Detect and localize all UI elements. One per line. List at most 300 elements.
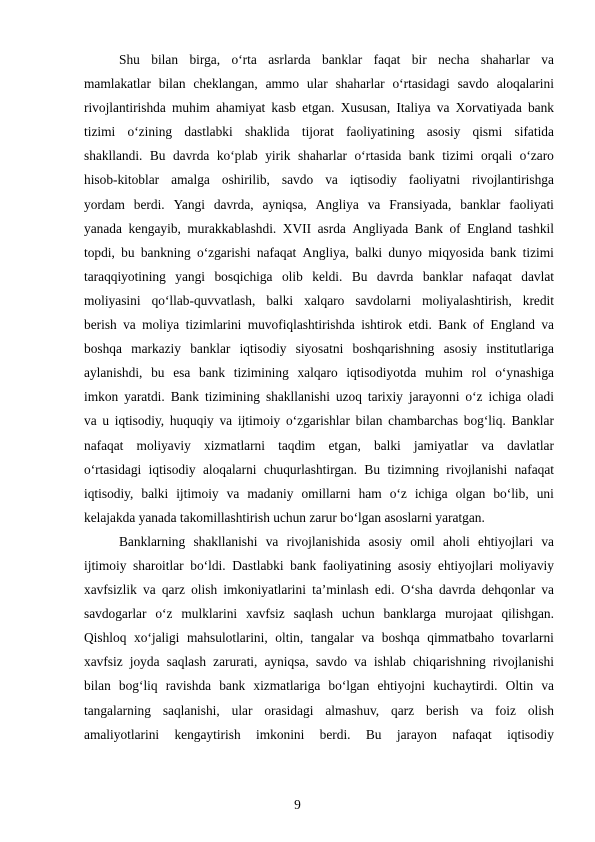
word: bank [408, 148, 435, 164]
word: birga, [189, 52, 221, 67]
text-line [84, 385, 554, 409]
word: ammo [265, 76, 300, 92]
word: murojaat [445, 606, 493, 622]
text-line [84, 434, 554, 458]
word: hisob-kitoblar [84, 172, 160, 188]
word: o‘zaro [519, 148, 554, 164]
word: etgan. [302, 100, 335, 116]
word: orqali [480, 148, 513, 164]
word: davrda [438, 582, 476, 598]
word: kredit [522, 292, 554, 308]
word: dunyo [388, 244, 422, 260]
word: O‘sha [400, 582, 433, 598]
word: asrlarda [268, 52, 311, 67]
word: ular [231, 702, 253, 718]
word: banklar [460, 196, 501, 212]
word: bilan [84, 678, 111, 694]
word: olish [527, 702, 554, 718]
word: siyosatni [295, 341, 344, 357]
word: iqtisodiy [507, 726, 554, 742]
word: tijorat [301, 124, 334, 140]
text-line [84, 602, 554, 626]
text-line [84, 578, 554, 602]
word: tizimi [522, 244, 554, 260]
word: va [265, 533, 279, 549]
text-line [84, 313, 554, 337]
word: of [449, 220, 461, 236]
word: shakllanishi [193, 533, 258, 549]
word: edi. [374, 582, 395, 598]
word: asosiy [426, 124, 461, 140]
text-line: kelajakda yanada takomillashtirish uchun zarur bo‘lgan asoslarni yaratgan. [84, 509, 485, 525]
word: Shu [119, 52, 140, 67]
word: davlat [521, 268, 554, 284]
word: chambarchas [388, 413, 459, 429]
paragraph-1 [84, 48, 554, 530]
text-line [84, 289, 554, 313]
word: bilan [355, 413, 383, 429]
word: tizimlarini [185, 317, 242, 333]
word: Angliya [315, 196, 359, 212]
word: ijtimoiy [237, 413, 281, 429]
word: Bank [170, 389, 199, 405]
word: shaklida [244, 124, 290, 140]
text-line [84, 482, 554, 506]
word: imkoniyatlarini [223, 582, 306, 598]
word: ta’minlash [312, 582, 369, 598]
word: iqtisodiy [349, 172, 397, 188]
word: etgan, [328, 437, 361, 453]
word: davrda, [213, 196, 254, 212]
word: qarz [391, 702, 415, 718]
word: amaliyotlarini [84, 726, 160, 742]
word: qimmatbaho [427, 630, 495, 646]
word: boshqarishning [352, 341, 435, 357]
word: boshqa [381, 630, 420, 646]
text-line [84, 48, 554, 72]
word: berdi. [133, 196, 165, 212]
word: ravishda [165, 678, 212, 694]
word: davlatlar [507, 437, 554, 453]
word: Oltin [505, 678, 534, 694]
word: Angliya, [302, 244, 350, 260]
word: faoliyatining [322, 557, 392, 573]
word: jarayon [396, 726, 437, 742]
text-line [84, 193, 554, 217]
word: savdogarlar [84, 606, 147, 622]
page-number: 9 [294, 797, 301, 812]
word: institutlariga [486, 341, 554, 357]
word: tarixiy [367, 389, 403, 405]
word: iqtisodiy, [84, 485, 134, 501]
word: tizimining [204, 389, 260, 405]
word: of [472, 317, 485, 333]
word: faoliyatni [408, 172, 461, 188]
word: banklar [190, 341, 231, 357]
word: mulklarini [181, 606, 238, 622]
word: nafaqat [514, 461, 554, 477]
word: o‘z [465, 389, 483, 405]
text-line [84, 265, 554, 289]
word: xizmatlariga [253, 678, 321, 694]
word: berish [425, 702, 459, 718]
word: etdi. [408, 317, 432, 333]
word: chiqarishning [412, 654, 486, 670]
word: sharoitlar [133, 557, 184, 573]
word: Bu [351, 268, 368, 284]
word: Banklarning [119, 533, 186, 549]
word: chuqurlashtirgan. [263, 461, 357, 477]
word: moliyalashtirish, [422, 292, 512, 308]
word: xavfsiz [84, 654, 123, 670]
word: Banklar [511, 413, 554, 429]
word: qo‘llab-quvvatlash, [151, 292, 256, 308]
word: iqtisodiy [148, 461, 196, 477]
word: qilishgan. [501, 606, 554, 622]
word: amalga [171, 172, 210, 188]
text-line [84, 723, 554, 747]
word: shakllanishi [265, 389, 330, 405]
word: va [354, 654, 367, 670]
word: tizimi [84, 124, 116, 140]
word: faoliyati [509, 196, 554, 212]
text-line [84, 626, 554, 650]
word: xalqaro [304, 292, 345, 308]
word: huquqiy [169, 413, 214, 429]
word: Bank [414, 220, 443, 236]
word: va [541, 52, 554, 67]
word: topdi, [84, 244, 115, 260]
word: dastlabki [184, 124, 233, 140]
word: ichiga [488, 389, 522, 405]
word: rivojlantirishda [84, 100, 166, 116]
word: shaharlar [480, 52, 530, 67]
word: miqyosida [428, 244, 484, 260]
word: moliyasini [84, 292, 141, 308]
word: bank [199, 365, 226, 381]
word: o‘rtasidagi [84, 461, 142, 477]
word: uchun [341, 606, 375, 622]
word: ehtiyojlari [438, 557, 494, 573]
word: aholi [443, 533, 470, 549]
word: kengaytirish [174, 726, 241, 742]
word: tovarlarni [501, 630, 554, 646]
word: o‘rta [231, 52, 257, 67]
word: va [541, 317, 554, 333]
word: bankning [140, 244, 191, 260]
word: xavfsiz [246, 606, 285, 622]
word: ijtimoiy [176, 485, 219, 501]
word: bog‘liq [118, 678, 158, 694]
word: va [361, 630, 375, 646]
word: qismi [472, 124, 503, 140]
word: foiz [495, 702, 516, 718]
word: kuchaytirdi. [433, 678, 498, 694]
word: o‘ynashiga [495, 365, 554, 381]
word: xalqaro [297, 365, 338, 381]
word: esa [173, 365, 191, 381]
word: savdo [457, 76, 489, 92]
word: iqtisodiy, [114, 413, 165, 429]
word: England [490, 317, 535, 333]
word: bu [151, 365, 165, 381]
word: almashuv, [325, 702, 380, 718]
word: Bu [149, 148, 166, 164]
word: tangalar [310, 630, 354, 646]
text-line [84, 458, 554, 482]
word: aloqalarni [202, 461, 257, 477]
word: qarz [161, 582, 185, 598]
word: va [325, 172, 338, 188]
text-line [84, 699, 554, 723]
text-line [84, 361, 554, 385]
page-body [84, 48, 554, 747]
word: va [541, 678, 554, 694]
word: tizimi [442, 148, 474, 164]
word: taqdim [278, 437, 316, 453]
word: ehtiyojlari [478, 533, 534, 549]
word: aylanishdi, [84, 365, 143, 381]
text-line [84, 650, 554, 674]
word: ishtirok [361, 317, 403, 333]
text-line [84, 409, 554, 433]
word: va [219, 413, 233, 429]
word: ayniqsa, [262, 196, 307, 212]
word: ayniqsa, [264, 654, 309, 670]
word: Italiya [396, 100, 431, 116]
word: o‘rtasidagi [392, 76, 450, 92]
word: rol [471, 365, 487, 381]
text-line [84, 168, 554, 192]
word: shakllandi. [84, 148, 143, 164]
word: moliya [142, 317, 180, 333]
word: uzoq [335, 389, 362, 405]
text-line [84, 554, 554, 578]
word: Bu [365, 726, 382, 742]
word: u [102, 413, 110, 429]
word: Bank [438, 317, 467, 333]
word: bir [411, 52, 427, 67]
word: o‘zining [127, 124, 173, 140]
word: XVII [282, 220, 312, 236]
word: ham [358, 485, 382, 501]
word: oladi [527, 389, 554, 405]
word: nafaqat [452, 726, 492, 742]
text-line [84, 72, 554, 96]
word: berdi. [319, 726, 351, 742]
word: zarurati, [213, 654, 258, 670]
word: ehtiyojni [377, 678, 426, 694]
word: bo‘lib, [493, 485, 529, 501]
word: imkon [84, 389, 119, 405]
word: savdolarni [355, 292, 412, 308]
word: xo‘jaligi [134, 630, 180, 646]
word: asosiy [397, 557, 432, 573]
word: shaharlar [297, 148, 348, 164]
word: tangalarning [84, 702, 151, 718]
word: bank [219, 678, 246, 694]
word: olgan [455, 485, 486, 501]
word: balki [355, 244, 383, 260]
word: bilan [151, 52, 179, 67]
word: bosqichiga [214, 268, 273, 284]
word: moliyaviy [499, 557, 554, 573]
word: boshqa [84, 341, 122, 357]
word: balki [141, 485, 169, 501]
word: va [367, 196, 381, 212]
word: nafaqat [256, 244, 297, 260]
word: va [226, 485, 240, 501]
word: aloqalarini [496, 76, 554, 92]
text-line [84, 217, 554, 241]
word: yirik [265, 148, 291, 164]
word: orasidagi [264, 702, 314, 718]
word: muvofiqlashtirishda [247, 317, 355, 333]
word: omil [410, 533, 435, 549]
word: va [541, 582, 554, 598]
word: muhim [172, 100, 210, 116]
word: ko‘plab [216, 148, 258, 164]
word: faoliyatining [346, 124, 415, 140]
word: iqtisodiyotda [346, 365, 417, 381]
word: bu [121, 244, 135, 260]
word: asrda [317, 220, 346, 236]
word: rivojlanishi [492, 654, 554, 670]
word: davrda [376, 268, 414, 284]
word: va [481, 437, 494, 453]
word: oshirilib, [221, 172, 270, 188]
word: asosiy [443, 341, 478, 357]
word: va [123, 317, 136, 333]
word: olib [281, 268, 303, 284]
word: ijtimoiy [84, 557, 127, 573]
word: sifatida [514, 124, 554, 140]
word: kasb [271, 100, 296, 116]
word: olish [191, 582, 218, 598]
word: ahamiyat [216, 100, 266, 116]
word: xizmatlarni [204, 437, 265, 453]
word: bo‘ldi. [190, 557, 226, 573]
word: Xorvatiyada [455, 100, 522, 116]
word: va [143, 582, 156, 598]
word: murakkablashdi. [187, 220, 277, 236]
text-line [84, 674, 554, 698]
word: mamlakatlar [84, 76, 151, 92]
word: taraqqiyotining [84, 268, 166, 284]
word: Yangi [173, 196, 205, 212]
word: yaratdi. [124, 389, 165, 405]
word: shaharlar [335, 76, 385, 92]
word: asosiy [368, 533, 402, 549]
word: banklarga [383, 606, 437, 622]
word: o‘z [155, 606, 173, 622]
word: bog‘liq. [463, 413, 506, 429]
word: moliyaviy [136, 437, 191, 453]
word: ichiga [414, 485, 448, 501]
word: markaziy [131, 341, 181, 357]
word: bank [290, 557, 317, 573]
word: madaniy [247, 485, 294, 501]
word: bilan [158, 76, 186, 92]
word: rivojlanishida [286, 533, 361, 549]
text-line [84, 120, 554, 144]
word: England [467, 220, 512, 236]
word: balki [266, 292, 294, 308]
word: imkonini [255, 726, 305, 742]
word: ular [306, 76, 328, 92]
text-line [84, 96, 554, 120]
word: omillarni [301, 485, 351, 501]
word: bo‘lgan [328, 678, 370, 694]
word: saqlash [293, 606, 334, 622]
text-line [84, 144, 554, 168]
text-line [84, 241, 554, 265]
word: savdo [315, 654, 348, 670]
word: Dastlabki [232, 557, 284, 573]
word: Xususan, [340, 100, 391, 116]
word: kengayib, [128, 220, 181, 236]
word: savdo [281, 172, 314, 188]
word: Angliyada [352, 220, 409, 236]
word: yordam [84, 196, 125, 212]
word: yanada [84, 220, 122, 236]
word: keldi. [312, 268, 343, 284]
word: oltin, [275, 630, 304, 646]
word: rivojlanishi [446, 461, 508, 477]
word: o‘z [389, 485, 407, 501]
word: banklar [322, 52, 363, 67]
word: balki [373, 437, 401, 453]
word: va [436, 100, 450, 116]
word: tizimning [387, 461, 439, 477]
word: o‘zgarishlar [285, 413, 350, 429]
word: joyda [129, 654, 160, 670]
word: bank [490, 244, 517, 260]
word: Fransiyada, [389, 196, 452, 212]
word: rivojlantirishga [472, 172, 554, 188]
word: berish [84, 317, 117, 333]
word: necha [438, 52, 470, 67]
word: iqtisodiy [239, 341, 287, 357]
word: ishlab [373, 654, 406, 670]
word: faqat [373, 52, 401, 67]
word: uni [536, 485, 554, 501]
word: va [541, 533, 554, 549]
word: banklar [422, 268, 463, 284]
word: dehqonlar [481, 582, 536, 598]
word: tizimining [233, 365, 289, 381]
word: Bu [364, 461, 381, 477]
word: saqlanishi, [162, 702, 220, 718]
word: jamiyatlar [413, 437, 469, 453]
text-line [84, 337, 554, 361]
word: va [470, 702, 484, 718]
text-line [84, 530, 554, 554]
word: o‘rtasida [354, 148, 402, 164]
word: muhim [424, 365, 463, 381]
word: davrda [172, 148, 210, 164]
word: saqlash [166, 654, 207, 670]
word: yangi [175, 268, 206, 284]
word: nafaqat [472, 268, 512, 284]
word: jarayonni [408, 389, 460, 405]
word: bank [527, 100, 554, 116]
paragraph-2 [84, 530, 554, 747]
word: mahsulotlarini, [186, 630, 268, 646]
word: Qishloq [84, 630, 127, 646]
word: xavfsizlik [84, 582, 137, 598]
word: va [84, 413, 97, 429]
